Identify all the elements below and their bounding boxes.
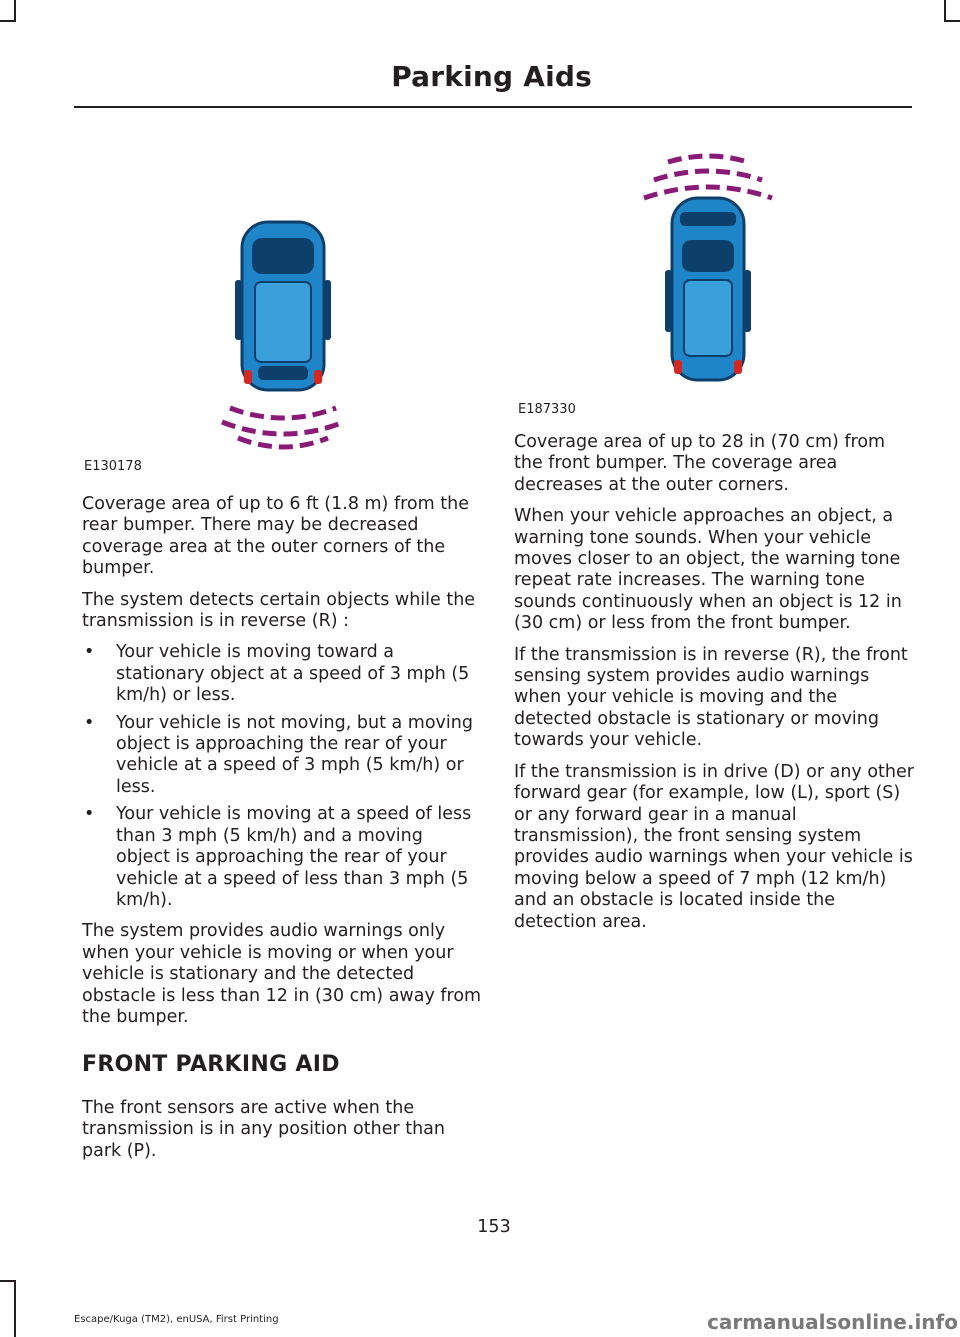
list-item-text: Your vehicle is not moving, but a moving object is approaching the rear of your vehicle at a speed of 3 mph (5 km/h) or less. — [116, 712, 473, 797]
paragraph: Coverage area of up to 6 ft (1.8 m) from the rear bumper. There may be decreased coverage area at the outer corners of the bumper. — [82, 494, 469, 579]
paragraph: If the transmission is in drive (D) or any other forward gear (for example, low (L), sport (S) or any forward gear in a manual transmission), the front sensing system provides audio warnings when your vehicle is moving below a speed of 7 mph (12 km/h) and an obstacle is located inside the detection area. — [514, 761, 914, 932]
paragraph: If the transmission is in reverse (R), the front sensing system provides audio warnings when your vehicle is moving and the detected obstacle is stationary or moving towards your vehicle. — [514, 644, 908, 751]
crop-mark — [944, 0, 946, 22]
figure-code: E130178 — [84, 459, 142, 474]
page-title: Parking Aids — [391, 60, 592, 93]
bullet-list — [82, 642, 482, 911]
figure-code: E187330 — [518, 402, 576, 417]
bullet-icon: • — [84, 712, 95, 733]
right-column — [514, 432, 914, 943]
paragraph: The front sensors are active when the transmission is in any position other than park (P). — [82, 1097, 445, 1161]
crop-mark — [0, 1280, 16, 1282]
car-top-view — [665, 198, 751, 380]
paragraph: The system provides audio warnings only when your vehicle is moving or when your vehicle is stationary and the detected obstacle is less than 12 in (30 cm) away from the bumper. — [82, 921, 482, 1027]
document-info: Escape/Kuga (TM2), enUSA, First Printing — [74, 1314, 279, 1325]
crop-mark — [944, 20, 960, 22]
front-sensor-figure — [630, 150, 780, 385]
paragraph: When your vehicle approaches an object, a warning tone sounds. When your vehicle moves closer to an object, the warning tone repeat rate increases. The warning tone sounds continuously when an object is 12 in (30 cm) or less from the front bumper. — [514, 506, 902, 634]
list-item-text: Your vehicle is moving at a speed of less than 3 mph (5 km/h) and a moving object is approaching the rear of your vehicle at a speed of less than 3 mph (5 km/h). — [116, 804, 472, 910]
header-divider — [74, 106, 912, 108]
rear-sensor-waves — [222, 408, 344, 447]
car-top-view — [235, 222, 331, 390]
front-sensor-waves — [644, 156, 772, 198]
list-item — [82, 804, 482, 911]
section-heading: FRONT PARKING AID — [82, 1052, 340, 1078]
paragraph: Coverage area of up to 28 in (70 cm) from the front bumper. The coverage area decreases at the outer corners. — [514, 432, 886, 495]
crop-mark — [14, 0, 16, 22]
list-item-text: Your vehicle is moving toward a stationary object at a speed of 3 mph (5 km/h) or less. — [116, 642, 470, 706]
list-item — [82, 642, 482, 706]
rear-sensor-figure — [200, 210, 370, 460]
paragraph: The system detects certain objects while the transmission is in reverse (R) : — [82, 589, 476, 632]
left-column — [82, 494, 482, 1172]
bullet-icon: • — [84, 642, 95, 663]
page-number: 153 — [477, 1217, 511, 1237]
list-item — [82, 713, 482, 799]
crop-mark — [0, 20, 16, 22]
watermark: carmanualsonline.info — [707, 1310, 958, 1334]
crop-mark — [14, 1280, 16, 1337]
bullet-icon: • — [84, 804, 95, 825]
